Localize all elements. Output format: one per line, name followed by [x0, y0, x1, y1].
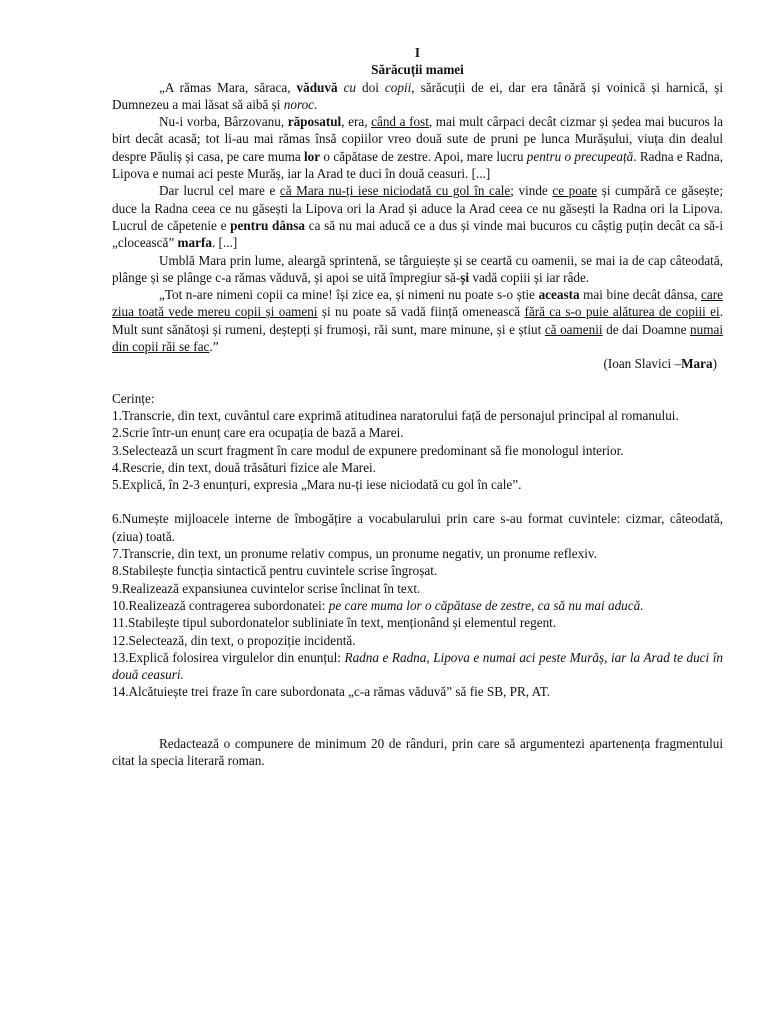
text-run: și cumpără ce găsește; duce la Radna ceea ce nu găsești la Lipova ori la Arad și aduce la Arad ceea ce nu găsești la Radna ori la Lipova. Lucrul de căpetenie e: [112, 183, 723, 233]
text-run: 13.Explică folosirea virgulelor din enunțul:: [112, 649, 345, 665]
requirements-list-part2: [112, 510, 723, 700]
excerpt-paragraph: [112, 286, 723, 355]
requirement-item: [112, 632, 723, 649]
text-run: 12.Selectează, din text, o propoziție incidentă.: [112, 632, 356, 648]
excerpt-paragraph: [112, 252, 723, 287]
text-run: vadă copiii și iar râde.: [469, 269, 590, 285]
bold-text: lor: [304, 148, 321, 164]
text-run: 3.Selectează un scurt fragment în care modul de expunere predominant să fie monologul interior.: [112, 442, 624, 458]
bold-text: și: [460, 269, 470, 285]
text-run: 11.Stabilește tipul subordonatelor subliniate în text, menționând și elementul regent.: [112, 615, 557, 631]
text-run: 7.Transcrie, din text, un pronume relativ compus, un pronume negativ, un pronume reflexiv.: [112, 546, 597, 562]
underlined-text: fără ca s-o puie alăturea de copiii ei: [524, 304, 720, 320]
underlined-text: că Mara nu-ți iese niciodată cu gol în cale: [279, 183, 511, 199]
text-run: 6.Numește mijloacele interne de îmbogățire a vocabularului prin care s-au format cuvintele: cizmar, câteodată, (ziua) toată.: [112, 511, 723, 544]
bold-text: văduvă: [296, 79, 338, 95]
text-run: doi: [356, 79, 385, 95]
excerpt-text: [112, 79, 723, 356]
text-run: 5.Explică, în 2-3 enunțuri, expresia „Mara nu-ți iese niciodată cu gol în cale”.: [112, 477, 522, 493]
excerpt-paragraph: [112, 79, 723, 114]
text-run: 8.Stabilește funcția sintactică pentru cuvintele scrise îngroșat.: [112, 563, 438, 579]
text-run: .”: [209, 339, 219, 355]
italic-text: copii: [384, 79, 412, 95]
text-run: 4.Rescrie, din text, două trăsături fizice ale Marei.: [112, 459, 377, 475]
bold-text: pentru dânsa: [230, 217, 305, 233]
text-run: ca să nu mai aducă ce a dus și vinde mai bucuros cu câștig puțin decât ca să-i „clocească”: [112, 217, 723, 251]
text-run: , mai mult cârpaci decât cizmar și ședea mai bucuros la birt decât acasă; tot li-au mai rămas însă copiilor vreo două sute de pruni pe lunca Murășului, viuța din dealul despre Păuliș și casa, pe care muma: [112, 114, 723, 164]
requirement-item: [112, 597, 723, 614]
text-run: ; vinde: [510, 183, 553, 199]
italic-text: pentru o precupeață: [526, 148, 634, 164]
text-run: . Radna e Radna, Lipova e numai aci peste Murăș, iar la Arad te duci în două ceasuri. [...]: [112, 148, 724, 182]
text-run: Umblă Mara prin lume, aleargă sprintenă, se târguiește și se ceartă cu oamenii, se mai ia de cap câteodată, plânge și se plânge c-a rămas văduvă, și apoi se uită împregiur să-: [112, 252, 723, 285]
requirement-item: [112, 649, 723, 684]
excerpt-paragraph: [112, 182, 723, 251]
text-run: 1.Transcrie, din text, cuvântul care exprimă atitudinea naratorului față de personajul principal al romanului.: [112, 407, 679, 423]
underlined-text: care ziua toată vede mereu copii și oameni: [112, 287, 723, 320]
chapter-number: I: [414, 45, 421, 60]
italic-text: Radna e Radna, Lipova e numai aci peste Murăș, iar la Arad te duci în două ceasuri.: [112, 649, 723, 683]
requirements-list-part1: [112, 407, 723, 493]
attribution-novel: Mara: [681, 356, 713, 372]
text-run: și nu poate să vadă ființă omenească: [317, 304, 525, 320]
text-run: Dar lucrul cel mare e: [159, 183, 280, 199]
requirement-item: [112, 545, 723, 562]
text-run: .: [314, 96, 318, 112]
text-run: 9.Realizează expansiunea cuvintelor scrise înclinat în text.: [112, 580, 421, 596]
bold-text: marfa: [177, 235, 212, 251]
requirement-item: [112, 562, 723, 579]
document-page: [112, 44, 723, 769]
underlined-text: numai din copii răi se fac: [112, 321, 724, 355]
italic-text: noroc: [283, 96, 315, 112]
attribution: [112, 355, 723, 372]
requirement-item: [112, 424, 723, 441]
underlined-text: ce poate: [552, 183, 598, 199]
excerpt-paragraph: [112, 113, 723, 182]
italic-text: cu: [343, 79, 357, 95]
italic-text: pe care muma lor o căpătase de zestre, ca să nu mai aducă.: [328, 597, 644, 613]
text-run: 2.Scrie într-un enunț care era ocupația de bază a Marei.: [112, 425, 404, 441]
attribution-prefix: (Ioan Slavici –: [603, 356, 682, 372]
underlined-text: când a fost: [371, 114, 429, 130]
chapter-title: Sărăcuții mamei: [371, 62, 464, 78]
text-run: , era,: [341, 114, 372, 130]
text-run: Nu-i vorba, Bârzovanu,: [159, 114, 288, 130]
text-run: de dai Doamne: [602, 321, 691, 337]
text-run: „Tot n-are nimeni copii ca mine! își zice ea, și nimeni nu poate s-o știe: [159, 287, 539, 303]
requirement-item: [112, 476, 723, 493]
requirement-item: [112, 407, 723, 424]
underlined-text: că oamenii: [544, 321, 603, 337]
requirement-item: [112, 459, 723, 476]
requirement-item: [112, 580, 723, 597]
bold-text: răposatul: [287, 114, 342, 130]
text-run: 10.Realizează contragerea subordonatei:: [112, 597, 329, 613]
text-run: o căpătase de zestre. Apoi, mare lucru: [320, 148, 527, 164]
attribution-suffix: ): [712, 356, 717, 372]
text-run: 14.Alcătuiește trei fraze în care subordonata „c-a rămas văduvă” să fie SB, PR, AT.: [112, 684, 551, 700]
requirement-item: [112, 614, 723, 631]
text-run: , sărăcuții de ei, dar era tânără și voinică și harnică, și Dumnezeu a mai lăsat să aibă și: [112, 79, 724, 112]
essay-task: Redactează o compunere de minimum 20 de rânduri, prin care să argumentezi apartenența fragmentului citat la specia literară roman.: [112, 735, 723, 768]
text-run: „A rămas Mara, săraca,: [159, 79, 297, 95]
text-run: . Mult sunt sănătoși și rumeni, deștepți și frumoși, răi sunt, mare minune, și e știut: [112, 304, 723, 337]
requirements-heading: Cerințe:: [112, 390, 155, 406]
text-run: . [...]: [211, 235, 238, 251]
text-run: mai bine decât dânsa,: [579, 287, 702, 303]
bold-text: aceasta: [538, 287, 580, 303]
requirement-item: [112, 683, 723, 700]
requirement-item: [112, 510, 723, 545]
requirement-item: [112, 442, 723, 459]
